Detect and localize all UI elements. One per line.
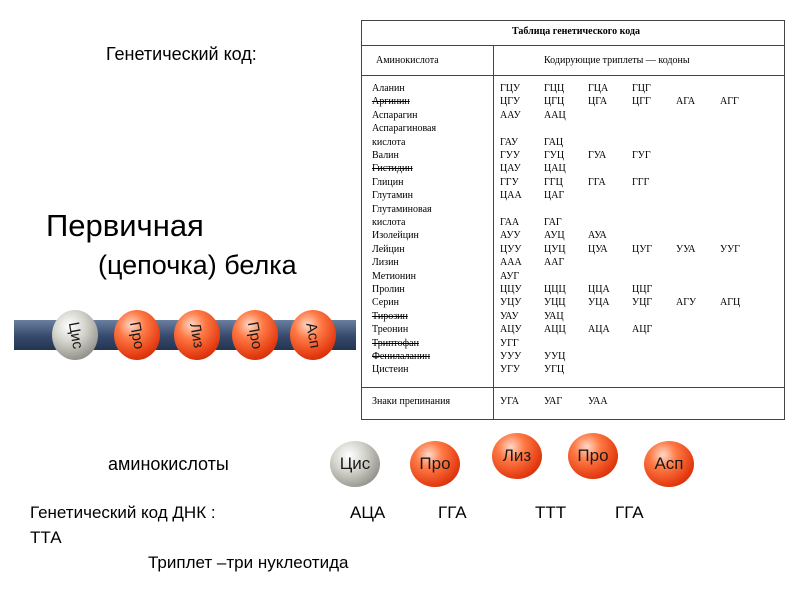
amino-acid-name: кислота [372, 136, 406, 148]
codon: ГАУ [500, 136, 519, 148]
amino-acid-name: Серин [372, 297, 399, 309]
primary-structure-title: Первичная [46, 208, 204, 243]
codon: УАУ [500, 310, 519, 322]
amino-acid-name: Глицин [372, 176, 404, 188]
codon: ЦГЦ [544, 96, 565, 108]
column-header-amino: Аминокислота [376, 55, 439, 66]
amino-acid-name: Аланин [372, 83, 405, 94]
codon: ЦУЦ [544, 243, 566, 255]
codon: ЦЦГ [632, 284, 653, 295]
triplet-caption: Триплет –три нуклеотида [148, 553, 349, 572]
codon: ЦЦА [588, 284, 610, 295]
chain-bead-label: Цис [64, 320, 86, 350]
dna-code-label: Генетический код ДНК : [30, 503, 216, 522]
codon: УЦУ [500, 297, 522, 309]
codon: АЦУ [500, 324, 522, 336]
codon: ЦУГ [632, 243, 653, 255]
codon: ГУЦ [544, 150, 565, 161]
table-row [362, 137, 784, 150]
table-row [362, 311, 784, 324]
dna-triplet: ТТТ [535, 503, 567, 522]
amino-bead-asp [644, 441, 694, 487]
amino-acid-name: кислота [372, 217, 406, 228]
codon: АУГ [500, 270, 520, 282]
amino-bead-label: Про [577, 446, 609, 465]
codon: ЦАА [500, 190, 522, 202]
codon: АУЦ [544, 230, 565, 242]
table-row [362, 217, 784, 230]
dna-triplet: ГГА [438, 503, 467, 522]
codon: УЦА [588, 297, 610, 309]
chain-bead-asp [290, 310, 336, 360]
table-row [362, 324, 784, 337]
codon: УАЦ [544, 310, 564, 322]
amino-acid-name: Аргинин [372, 96, 410, 108]
dna-triplet: АЦА [350, 503, 386, 522]
codon: ААГ [544, 257, 565, 269]
amino-acids-label: аминокислоты [108, 454, 229, 474]
table-row [362, 271, 784, 284]
amino-acid-name: Цистеин [372, 364, 409, 376]
table-divider [362, 387, 784, 388]
codon: ГЦГ [632, 83, 651, 94]
protein-chain-title: (цепочка) белка [98, 250, 297, 280]
table-row [362, 83, 784, 96]
amino-bead-lys [492, 433, 542, 479]
amino-bead-label: Цис [339, 454, 371, 473]
amino-acid-name: Гистидин [372, 163, 413, 175]
codon: ЦАГ [544, 190, 565, 202]
stop-codon: УАГ [544, 396, 563, 407]
codon: ГУГ [632, 150, 651, 161]
table-row [362, 123, 784, 136]
codon: ААЦ [544, 109, 566, 121]
amino-acid-name: Валин [372, 150, 399, 161]
codon: УГУ [500, 364, 520, 376]
codon: ГГГ [632, 176, 650, 188]
codon: АГГ [720, 96, 739, 108]
table-row [362, 364, 784, 377]
codon: ЦЦЦ [544, 284, 566, 295]
table-row [362, 204, 784, 217]
chain-bead-pro [232, 310, 278, 360]
codon: ГГЦ [544, 176, 563, 188]
amino-bead-label: Лиз [502, 446, 532, 465]
amino-acid-name: Глутаминовая [372, 203, 432, 215]
codon: АГУ [676, 297, 697, 309]
chain-bead-label: Про [244, 319, 266, 351]
table-row [362, 297, 784, 310]
table-row [362, 163, 784, 176]
codon: УГГ [500, 337, 519, 349]
codon: АУУ [500, 230, 521, 242]
chain-bead-label: Асп [302, 320, 324, 350]
amino-acid-name: Лейцин [372, 243, 405, 255]
genetic-code-table [361, 20, 785, 420]
codon: ЦЦУ [500, 284, 522, 295]
amino-bead-label: Асп [654, 454, 684, 473]
codon: ААУ [500, 109, 521, 121]
codon: ГУУ [500, 150, 520, 161]
codon: ГЦА [588, 83, 609, 94]
amino-acid-name: Триптофан [372, 337, 419, 349]
codon: УГЦ [544, 364, 565, 376]
codon: ЦГУ [500, 96, 521, 108]
table-row [362, 177, 784, 190]
codon: ГУА [588, 150, 607, 161]
codon: АГЦ [720, 297, 741, 309]
chain-bead-cys [52, 310, 98, 360]
amino-bead-cys [330, 441, 380, 487]
table-row [362, 230, 784, 243]
codon: АЦЦ [544, 324, 566, 336]
chain-bead-label: Лиз [186, 321, 208, 349]
table-row [362, 351, 784, 364]
codon: ГАА [500, 217, 520, 228]
codon: ЦГГ [632, 96, 651, 108]
dna-triplet-wrapped: ТТА [30, 528, 62, 547]
dna-triplet: ГГА [615, 503, 644, 522]
amino-acid-name: Глутамин [372, 190, 413, 202]
table-divider [362, 75, 784, 76]
stop-codon: УАА [588, 396, 608, 407]
amino-acid-name: Пролин [372, 284, 405, 295]
codon: УЦГ [632, 297, 653, 309]
amino-acid-name: Тирозин [372, 310, 408, 322]
codon: ГГА [588, 176, 606, 188]
codon: УУЦ [544, 351, 566, 362]
amino-acid-name: Аспарагиновая [372, 123, 437, 135]
stop-codons-label: Знаки препинания [372, 396, 451, 407]
codon: АУА [588, 230, 607, 242]
table-title: Таблица генетического кода [512, 26, 640, 37]
table-row [362, 96, 784, 109]
codon: ГАГ [544, 217, 562, 228]
codon: ААА [500, 257, 522, 269]
codon: ГАЦ [544, 136, 564, 148]
table-row [362, 284, 784, 297]
codon: УУА [676, 243, 696, 255]
table-row [362, 244, 784, 257]
table-row [362, 150, 784, 163]
table-row [362, 110, 784, 123]
amino-acid-name: Фенилаланин [372, 351, 431, 362]
amino-acid-name: Лизин [372, 257, 399, 269]
codon: ЦАУ [500, 163, 521, 175]
amino-bead-pro [410, 441, 460, 487]
table-row [362, 257, 784, 270]
amino-acid-name: Изолейцин [372, 230, 419, 242]
column-header-codons: Кодирующие триплеты — кодоны [544, 55, 690, 66]
codon: ГЦУ [500, 83, 521, 94]
codon: ЦУУ [500, 243, 522, 255]
codon: АЦГ [632, 324, 653, 336]
table-row [362, 338, 784, 351]
table-divider [362, 45, 784, 46]
amino-bead-label: Про [419, 454, 451, 473]
amino-acid-name: Метионин [372, 270, 416, 282]
codon: УЦЦ [544, 297, 566, 309]
stop-codon: УГА [500, 396, 519, 407]
amino-bead-pro [568, 433, 618, 479]
codon: ГГУ [500, 176, 519, 188]
chain-bead-lys [174, 310, 220, 360]
table-row [362, 190, 784, 203]
codon: АГА [676, 96, 696, 108]
codon: УУГ [720, 243, 740, 255]
codon: УУУ [500, 351, 522, 362]
chain-bead-pro [114, 310, 160, 360]
amino-acid-name: Аспарагин [372, 109, 418, 121]
codon: АЦА [588, 324, 610, 336]
codon: ЦГА [588, 96, 608, 108]
codon: ЦУА [588, 243, 608, 255]
genetic-code-heading: Генетический код: [106, 44, 257, 64]
codon: ГЦЦ [544, 83, 565, 94]
amino-acid-name: Треонин [372, 324, 409, 336]
chain-bead-label: Про [126, 319, 148, 351]
codon: ЦАЦ [544, 163, 566, 175]
